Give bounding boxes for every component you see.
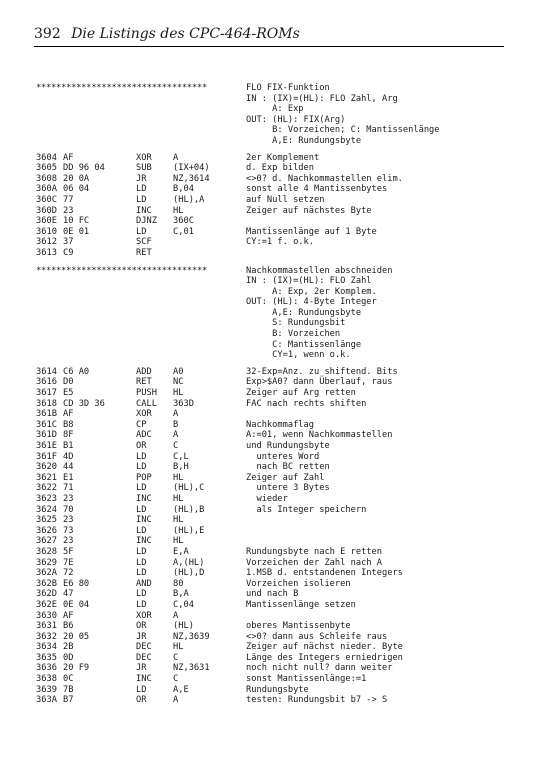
operand: HL — [173, 493, 184, 504]
comment: Nachkommaflag — [246, 419, 314, 430]
opcode-bytes: D0 — [63, 377, 74, 388]
address: 360E — [36, 216, 57, 227]
operand: (HL),B — [173, 504, 205, 515]
opcode-bytes: 47 — [63, 589, 74, 600]
comment: <>0? dann aus Schleife raus — [246, 631, 388, 642]
mnemonic: JR — [136, 631, 147, 642]
mnemonic: JR — [136, 663, 147, 674]
opcode-bytes: 71 — [63, 483, 74, 494]
mnemonic: LD — [136, 568, 147, 579]
address: 3635 — [36, 652, 57, 663]
comment: auf Null setzen — [246, 194, 325, 205]
opcode-bytes: 0D — [63, 652, 74, 663]
comment: Zeiger auf nächst nieder. Byte — [246, 642, 403, 653]
opcode-bytes: DD 96 04 — [63, 163, 105, 174]
opcode-bytes: 23 — [63, 536, 74, 547]
operand: A — [173, 430, 179, 441]
opcode-bytes: 72 — [63, 568, 74, 579]
comment: Rundungsbyte — [246, 684, 309, 695]
mnemonic: OR — [136, 441, 147, 451]
address: 3630 — [36, 610, 57, 621]
comment: und Rundungsbyte — [246, 441, 330, 451]
opcode-bytes: AF — [63, 409, 74, 420]
address: 360A — [36, 184, 57, 195]
section-description: C: Mantissenlänge — [246, 339, 362, 350]
section-header-line — [36, 266, 506, 277]
operand: NZ,3639 — [173, 631, 210, 642]
opcode-bytes: C6 A0 — [63, 366, 90, 377]
code-line — [36, 462, 506, 473]
comment: testen: Rundungsbit b7 -> S — [246, 695, 388, 706]
code-line — [36, 420, 506, 431]
opcode-bytes: 0E 04 — [63, 599, 90, 610]
mnemonic: LD — [136, 194, 147, 205]
section-header-line — [36, 297, 506, 308]
comment: 1.MSB d. entstandenen Integers — [246, 568, 403, 579]
mnemonic: AND — [136, 578, 152, 589]
section-description: IN : (IX)=(HL): FLO Zahl, Arg — [246, 93, 398, 104]
section-header-line — [36, 276, 506, 287]
mnemonic: DEC — [136, 642, 152, 653]
code-line — [36, 505, 506, 516]
code-line — [36, 653, 506, 664]
address: 362E — [36, 599, 57, 610]
mnemonic: INC — [136, 536, 152, 547]
comment: untere 3 Bytes — [246, 483, 330, 494]
mnemonic: SCF — [136, 237, 152, 248]
operand: (HL),E — [173, 525, 205, 536]
mnemonic: INC — [136, 493, 152, 504]
opcode-bytes: E1 — [63, 472, 74, 483]
mnemonic: INC — [136, 205, 152, 216]
opcode-bytes: 10 FC — [63, 216, 90, 227]
operand: E,A — [173, 546, 189, 557]
code-line — [36, 558, 506, 569]
opcode-bytes: 20 F9 — [63, 663, 90, 674]
code-line — [36, 473, 506, 484]
mnemonic: LD — [136, 684, 147, 695]
code-line — [36, 441, 506, 452]
mnemonic: INC — [136, 674, 152, 685]
operand: HL — [173, 388, 184, 399]
operand: NZ,3631 — [173, 663, 210, 674]
opcode-bytes: 44 — [63, 462, 74, 473]
code-line — [36, 195, 506, 206]
comment: nach BC retten — [246, 462, 330, 473]
opcode-bytes: 73 — [63, 525, 74, 536]
section-header-line — [36, 115, 506, 126]
comment: Exp>$A0? dann Überlauf, raus — [246, 377, 393, 388]
mnemonic: ADD — [136, 366, 152, 377]
address: 362B — [36, 578, 57, 589]
address: 362A — [36, 568, 57, 579]
section-header-line — [36, 340, 506, 351]
opcode-bytes: 23 — [63, 515, 74, 526]
operand: A0 — [173, 366, 184, 377]
opcode-bytes: 77 — [63, 194, 74, 205]
operand: HL — [173, 205, 184, 216]
section-description: FLO FIX-Funktion — [246, 83, 330, 93]
section-description: OUT: (HL): FIX(Arg) — [246, 114, 346, 125]
code-line — [36, 515, 506, 526]
comment: und nach B — [246, 589, 299, 600]
mnemonic: LD — [136, 557, 147, 568]
mnemonic: XOR — [136, 152, 152, 163]
opcode-bytes: E6 80 — [63, 578, 90, 589]
operand: B,04 — [173, 184, 194, 195]
opcode-bytes: 0E 01 — [63, 226, 90, 237]
address: 3616 — [36, 377, 57, 388]
address: 363A — [36, 695, 57, 706]
address: 3639 — [36, 684, 57, 695]
comment: FAC nach rechts shiften — [246, 398, 367, 409]
operand: HL — [173, 515, 184, 526]
code-line — [36, 377, 506, 388]
section-description: IN : (IX)=(HL): FLO Zahl — [246, 276, 372, 287]
section-description: B: Vorzeichen — [246, 329, 341, 340]
opcode-bytes: B7 — [63, 695, 74, 706]
code-line — [36, 568, 506, 579]
address: 3624 — [36, 504, 57, 515]
operand: B,A — [173, 589, 189, 600]
separator-stars: ********************************** — [36, 265, 208, 276]
comment: Vorzeichen isolieren — [246, 578, 351, 589]
address: 3629 — [36, 557, 57, 568]
section-header-line — [36, 125, 506, 136]
code-line — [36, 248, 506, 259]
comment: als Integer speichern — [246, 504, 367, 515]
section-header-line — [36, 136, 506, 147]
section-header-line — [36, 94, 506, 105]
opcode-bytes: 20 05 — [63, 631, 90, 642]
mnemonic: CP — [136, 419, 147, 430]
operand: 80 — [173, 578, 184, 589]
comment: CY:=1 f. o.k. — [246, 237, 314, 248]
mnemonic: LD — [136, 589, 147, 600]
mnemonic: OR — [136, 695, 147, 706]
comment: Mantissenlänge auf 1 Byte — [246, 226, 377, 237]
page-title: Die Listings des CPC-464-ROMs — [71, 26, 300, 42]
section-description: A,E: Rundungsbyte — [246, 307, 362, 318]
opcode-bytes: 7B — [63, 684, 74, 695]
mnemonic: LD — [136, 226, 147, 237]
section-description: S: Rundungsbit — [246, 318, 346, 329]
code-line — [36, 611, 506, 622]
section-description: A,E: Rundungsbyte — [246, 135, 362, 146]
code-line — [36, 621, 506, 632]
section-description: A: Exp — [246, 104, 304, 115]
operand: C — [173, 674, 179, 685]
opcode-bytes: 7E — [63, 557, 74, 568]
address: 3617 — [36, 388, 57, 399]
opcode-bytes: 70 — [63, 504, 74, 515]
operand: C,L — [173, 451, 189, 462]
mnemonic: SUB — [136, 163, 152, 174]
section-description: B: Vorzeichen; C: Mantissenlänge — [246, 125, 440, 136]
comment: unteres Word — [246, 451, 320, 462]
address: 3608 — [36, 173, 57, 184]
section-description: OUT: (HL): 4-Byte Integer — [246, 297, 377, 308]
mnemonic: INC — [136, 515, 152, 526]
address: 3621 — [36, 472, 57, 483]
code-line — [36, 216, 506, 227]
operand: HL — [173, 536, 184, 547]
section-description: A: Exp, 2er Komplem. — [246, 286, 377, 297]
code-line — [36, 153, 506, 164]
comment: Rundungsbyte nach E retten — [246, 546, 382, 557]
address: 3614 — [36, 366, 57, 377]
comment: 2er Komplement — [246, 152, 320, 163]
section-header-line — [36, 318, 506, 329]
opcode-bytes: B1 — [63, 441, 74, 451]
operand: A — [173, 610, 179, 621]
code-line — [36, 452, 506, 463]
code-line — [36, 184, 506, 195]
code-line — [36, 632, 506, 643]
address: 3610 — [36, 226, 57, 237]
comment: Zeiger auf Zahl — [246, 472, 325, 483]
operand: HL — [173, 472, 184, 483]
operand: (HL),A — [173, 194, 205, 205]
code-line — [36, 237, 506, 248]
opcode-bytes: 37 — [63, 237, 74, 248]
comment: sonst Mantissenlänge:=1 — [246, 674, 367, 685]
address: 3627 — [36, 536, 57, 547]
opcode-bytes: AF — [63, 152, 74, 163]
address: 360D — [36, 205, 57, 216]
code-line — [36, 399, 506, 410]
code-line — [36, 547, 506, 558]
address: 3620 — [36, 462, 57, 473]
operand: (HL) — [173, 621, 194, 632]
address: 360C — [36, 194, 57, 205]
mnemonic: RET — [136, 247, 152, 258]
address: 3622 — [36, 483, 57, 494]
code-line — [36, 695, 506, 706]
assembly-listing — [36, 83, 506, 713]
comment: A:=01, wenn Nachkommastellen — [246, 430, 393, 441]
operand: HL — [173, 642, 184, 653]
code-line — [36, 526, 506, 537]
listing-section — [36, 83, 506, 259]
mnemonic: XOR — [136, 409, 152, 420]
comment: wieder — [246, 493, 288, 504]
code-line — [36, 483, 506, 494]
opcode-bytes: CD 3D 36 — [63, 398, 105, 409]
code-line — [36, 206, 506, 217]
address: 361B — [36, 409, 57, 420]
opcode-bytes: AF — [63, 610, 74, 621]
code-line — [36, 494, 506, 505]
mnemonic: DEC — [136, 652, 152, 663]
code-line — [36, 536, 506, 547]
operand: A — [173, 695, 179, 706]
address: 3612 — [36, 237, 57, 248]
operand: NC — [173, 377, 184, 388]
code-line — [36, 174, 506, 185]
separator-stars: ********************************** — [36, 83, 208, 93]
address: 361E — [36, 441, 57, 451]
operand: 363D — [173, 398, 194, 409]
opcode-bytes: 2B — [63, 642, 74, 653]
code-line — [36, 430, 506, 441]
comment: noch nicht null? dann weiter — [246, 663, 393, 674]
opcode-bytes: 23 — [63, 493, 74, 504]
mnemonic: LD — [136, 184, 147, 195]
address: 3604 — [36, 152, 57, 163]
mnemonic: LD — [136, 462, 147, 473]
mnemonic: DJNZ — [136, 216, 157, 227]
code-line — [36, 388, 506, 399]
address: 3613 — [36, 247, 57, 258]
code-line — [36, 642, 506, 653]
comment: <>0? d. Nachkommastellen elim. — [246, 173, 403, 184]
mnemonic: ADC — [136, 430, 152, 441]
mnemonic: JR — [136, 173, 147, 184]
mnemonic: LD — [136, 546, 147, 557]
code-line — [36, 600, 506, 611]
code-line — [36, 367, 506, 378]
section-header-line — [36, 329, 506, 340]
code-line — [36, 579, 506, 590]
operand: C,01 — [173, 226, 194, 237]
code-line — [36, 685, 506, 696]
opcode-bytes: 8F — [63, 430, 74, 441]
address: 3634 — [36, 642, 57, 653]
address: 3625 — [36, 515, 57, 526]
listing-section — [36, 266, 506, 706]
operand: (HL),D — [173, 568, 205, 579]
address: 3623 — [36, 493, 57, 504]
mnemonic: LD — [136, 504, 147, 515]
comment: Mantissenlänge setzen — [246, 599, 356, 610]
mnemonic: LD — [136, 451, 147, 462]
code-line — [36, 409, 506, 420]
opcode-bytes: 20 0A — [63, 173, 90, 184]
opcode-bytes: C9 — [63, 247, 74, 258]
mnemonic: XOR — [136, 610, 152, 621]
opcode-bytes: 06 04 — [63, 184, 90, 195]
address: 361D — [36, 430, 57, 441]
operand: A,(HL) — [173, 557, 205, 568]
operand: A,E — [173, 684, 189, 695]
address: 3631 — [36, 621, 57, 632]
opcode-bytes: 23 — [63, 205, 74, 216]
section-header-line — [36, 83, 506, 94]
comment: d. Exp bilden — [246, 163, 314, 174]
section-description: Nachkommastellen abschneiden — [246, 265, 393, 276]
section-header-line — [36, 308, 506, 319]
code-line — [36, 163, 506, 174]
opcode-bytes: B6 — [63, 621, 74, 632]
operand: A — [173, 152, 179, 163]
code-line — [36, 674, 506, 685]
mnemonic: OR — [136, 621, 147, 632]
operand: A — [173, 409, 179, 420]
mnemonic: LD — [136, 483, 147, 494]
operand: C — [173, 652, 179, 663]
mnemonic: LD — [136, 525, 147, 536]
opcode-bytes: B8 — [63, 419, 74, 430]
mnemonic: POP — [136, 472, 152, 483]
page-header — [34, 26, 504, 47]
address: 3632 — [36, 631, 57, 642]
address: 3638 — [36, 674, 57, 685]
comment: Vorzeichen der Zahl nach A — [246, 557, 382, 568]
operand: 360C — [173, 216, 194, 227]
comment: Zeiger auf Arg retten — [246, 388, 356, 399]
address: 3628 — [36, 546, 57, 557]
opcode-bytes: 5F — [63, 546, 74, 557]
comment: sonst alle 4 Mantissenbytes — [246, 184, 388, 195]
comment: Länge des Integers erniedrigen — [246, 652, 403, 663]
operand: C,04 — [173, 599, 194, 610]
section-header-line — [36, 350, 506, 361]
code-line — [36, 663, 506, 674]
address: 3626 — [36, 525, 57, 536]
comment: Zeiger auf nächstes Byte — [246, 205, 372, 216]
operand: B,H — [173, 462, 189, 473]
address: 361F — [36, 451, 57, 462]
mnemonic: LD — [136, 599, 147, 610]
opcode-bytes: 4D — [63, 451, 74, 462]
page-number: 392 — [34, 26, 61, 42]
address: 3605 — [36, 163, 57, 174]
comment: 32-Exp=Anz. zu shiftend. Bits — [246, 366, 398, 377]
opcode-bytes: E5 — [63, 388, 74, 399]
code-line — [36, 589, 506, 600]
section-header-line — [36, 287, 506, 298]
address: 362D — [36, 589, 57, 600]
opcode-bytes: 0C — [63, 674, 74, 685]
mnemonic: RET — [136, 377, 152, 388]
address: 3618 — [36, 398, 57, 409]
section-description: CY=1, wenn o.k. — [246, 350, 351, 361]
operand: NZ,3614 — [173, 173, 210, 184]
address: 3636 — [36, 663, 57, 674]
mnemonic: CALL — [136, 398, 157, 409]
code-line — [36, 227, 506, 238]
operand: B — [173, 419, 179, 430]
mnemonic: PUSH — [136, 388, 157, 399]
address: 361C — [36, 419, 57, 430]
comment: oberes Mantissenbyte — [246, 621, 351, 632]
operand: (HL),C — [173, 483, 205, 494]
operand: (IX+04) — [173, 163, 210, 174]
operand: C — [173, 441, 179, 451]
section-header-line — [36, 104, 506, 115]
